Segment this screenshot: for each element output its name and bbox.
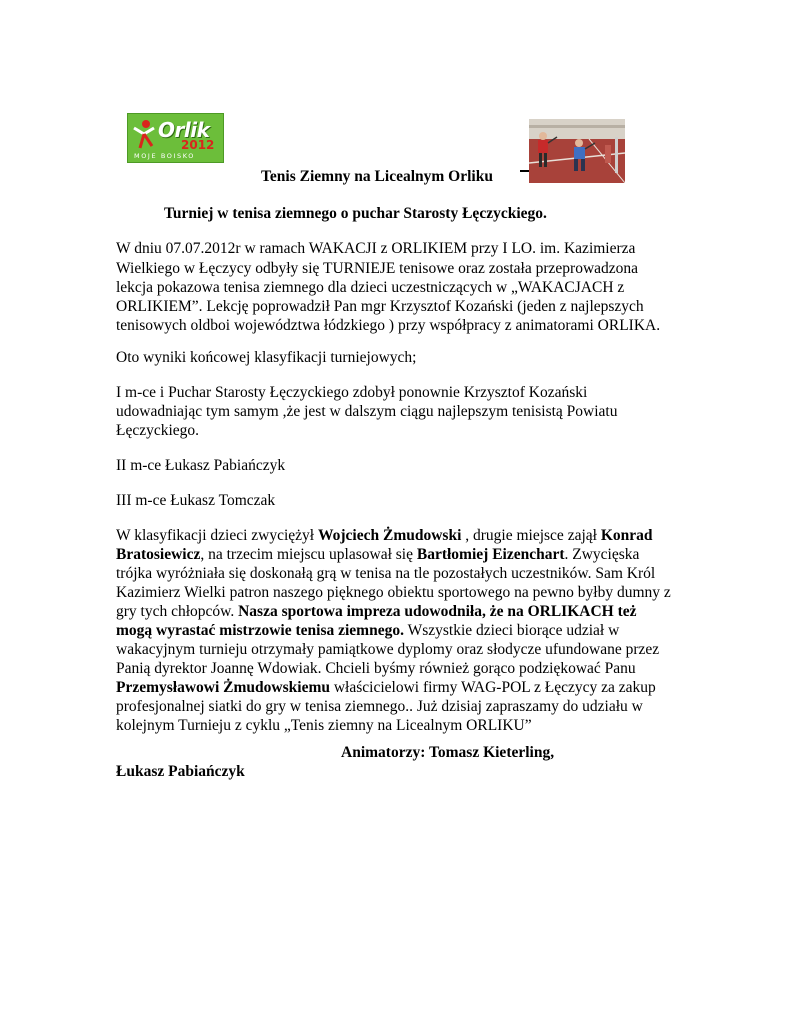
kids-line-9: Przemysławowi Żmudowskiemu właścicielowi firmy WAG-POL z Łęczycy za zakup bbox=[116, 679, 656, 696]
page-subtitle: Turniej w tenisa ziemnego o puchar Starosty Łęczyckiego. bbox=[164, 205, 547, 222]
kids-line-7: wakacyjnym turnieju otrzymały pamiątkowe dyplomy oraz słodycze ufundowane przez bbox=[116, 641, 660, 658]
intro-line-2: Wielkiego w Łęczycy odbyły się TURNIEJE tenisowe oraz została przeprowadzona bbox=[116, 260, 639, 277]
intro-line-1: W dniu 07.07.2012r w ramach WAKACJI z ORLIKIEM przy I LO. im. Kazimierza bbox=[116, 240, 636, 257]
kids-line-3: trójka wyróżniała się doskonałą grą w tenisa na tle pozostałych uczestników. Sam Król bbox=[116, 565, 656, 582]
kids-line-10: profesjonalnej siatki do gry w tenisa ziemnego.. Już dzisiaj zapraszamy do udziału w bbox=[116, 698, 643, 715]
first-place-line-3: Łęczyckiego. bbox=[116, 422, 200, 439]
second-place: II m-ce Łukasz Pabiańczyk bbox=[116, 457, 286, 474]
second-name-last: Bratosiewicz bbox=[116, 546, 201, 563]
kids-line-1: W klasyfikacji dzieci zwyciężył Wojciech Żmudowski , drugie miejsce zajął Konrad bbox=[116, 527, 653, 544]
winner-name: Wojciech Żmudowski bbox=[317, 527, 462, 544]
kids-line-8: Panią dyrektor Joannę Wdowiak. Chcieli byśmy również gorąco podziękować Panu bbox=[116, 660, 636, 677]
separator-dash bbox=[520, 170, 529, 172]
tennis-kids-photo bbox=[529, 119, 625, 183]
orlik-logo bbox=[127, 113, 224, 163]
signature-line-1: Animatorzy: Tomasz Kieterling, bbox=[341, 744, 555, 761]
logo-year: 2012 bbox=[181, 138, 215, 152]
logo-word: Orlik bbox=[158, 118, 210, 142]
logo-subtitle: MOJE BOISKO bbox=[134, 152, 195, 160]
sponsor-name: Przemysławowi Żmudowskiemu bbox=[116, 679, 330, 696]
first-place-line-1: I m-ce i Puchar Starosty Łęczyckiego zdobył ponownie Krzysztof Kozański bbox=[116, 384, 588, 401]
intro-line-3: lekcja pokazowa tenisa ziemnego dla dzieci uczestniczących w „WAKACJACH z bbox=[116, 279, 625, 296]
signature-line-2: Łukasz Pabiańczyk bbox=[116, 763, 245, 780]
third-place: III m-ce Łukasz Tomczak bbox=[116, 492, 276, 509]
page-title: Tenis Ziemny na Licealnym Orliku bbox=[261, 168, 493, 185]
intro-line-4: ORLIKIEM”. Lekcję poprowadził Pan mgr Krzysztof Kozański (jeden z najlepszych bbox=[116, 298, 644, 315]
third-name: Bartłomiej Eizenchart bbox=[416, 546, 565, 563]
results-intro: Oto wyniki końcowej klasyfikacji turniejowych; bbox=[116, 349, 417, 366]
second-name-first: Konrad bbox=[600, 527, 653, 544]
intro-line-5: tenisowych oldboi województwa łódzkiego ) przy współpracy z animatorami ORLIKA. bbox=[116, 317, 661, 334]
kids-line-11: kolejnym Turnieju z cyklu „Tenis ziemny na Licealnym ORLIKU” bbox=[116, 717, 532, 734]
kids-line-4: Kazimierz Wielki patron naszego pięknego obiektu sportowego na pewno byłby dumny z bbox=[116, 584, 671, 601]
kids-line-6: mogą wyrastać mistrzowie tenisa ziemnego. Wszystkie dzieci biorące udział w bbox=[116, 622, 620, 639]
kids-line-5: gry tych chłopców. Nasza sportowa impreza udowodniła, że na ORLIKACH też bbox=[116, 603, 637, 620]
kids-line-2: Bratosiewicz, na trzecim miejscu uplasował się Bartłomiej Eizenchart. Zwycięska bbox=[116, 546, 640, 563]
first-place-line-2: udowadniając tym samym ,że jest w dalszym ciągu najlepszym tenisistą Powiatu bbox=[116, 403, 618, 420]
